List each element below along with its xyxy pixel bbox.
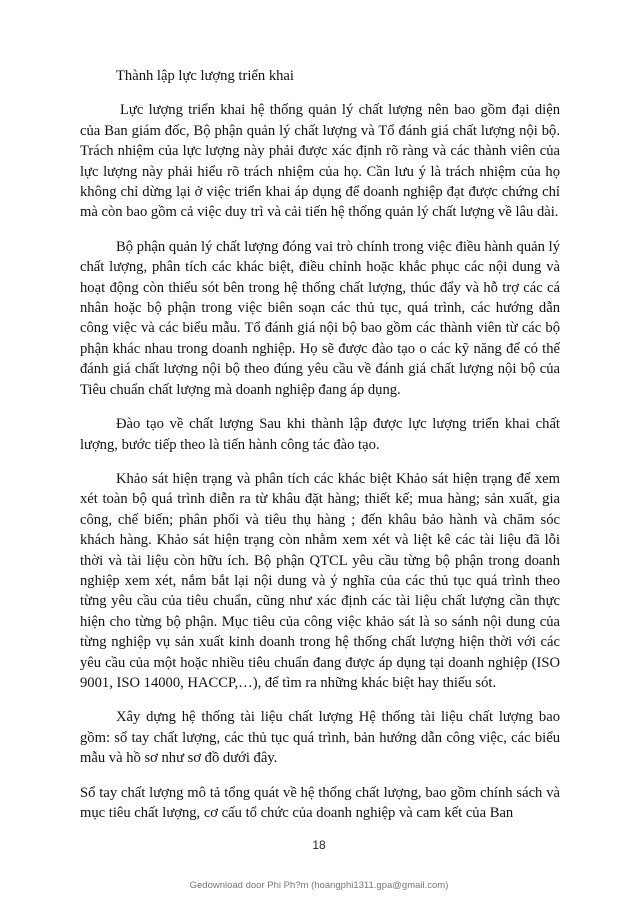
download-footer: Gedownload door Phi Ph?m (hoangphi1311.gpa@gmail.com) (189, 880, 449, 891)
paragraph: Khảo sát hiện trạng và phân tích các khác biệt Khảo sát hiện trạng để xem xét toàn bộ quá trình diễn ra từ khâu đặt hàng; thiết kế; mua hàng; sản xuất, gia công, chế biến; phân phối và tiêu thụ hàng ; đến khâu bảo hành và chăm sóc khách hàng. Khảo sát hiện trạng còn nhằm xem xét và liệt kê các tài liệu đã lỗi thời và tài liệu còn hữu ích. Bộ phận QTCL yêu cầu từng bộ phận trong doanh nghiệp xem xét, nắm bắt lại nội dung và ý nghĩa của các thủ tục quá trình theo từng yêu cầu của tiêu chuẩn, cũng như xác định các tài liệu chất lượng cần thực hiện cho từng bộ phận. Mục tiêu của công việc khảo sát là so sánh nội dung của từng nghiệp vụ sản xuất kinh doanh trong hệ thống chất lượng hiện thời với các yêu cầu của một hoặc nhiều tiêu chuẩn đang được áp dụng tại doanh nghiệp (ISO 9001, ISO 14000, HACCP,…), để tìm ra những khác biệt hay thiếu sót. (80, 470, 560, 691)
page-number: 18 (312, 838, 326, 852)
document-body (80, 66, 560, 837)
paragraph: Sổ tay chất lượng mô tả tổng quát về hệ thống chất lượng, bao gồm chính sách và mục tiêu chất lượng, cơ cấu tổ chức của doanh nghiệp và cam kết của Ban (80, 784, 560, 821)
section-heading: Thành lập lực lượng triển khai (116, 68, 294, 84)
paragraph: Bộ phận quản lý chất lượng đóng vai trò chính trong việc điều hành quản lý chất lượng, phân tích các khác biệt, điều chỉnh hoặc khắc phục các nội dung và hoạt động còn thiếu sót bên trong hệ thống chất lượng, thúc đẩy và hỗ trợ các cá nhân hoặc bộ phận trong việc biên soạn các thủ tục, quá trình, các hướng dẫn công việc và các biểu mẫu. Tổ đánh giá nội bộ bao gồm các thành viên từ các bộ phận khác nhau trong doanh nghiệp. Họ sẽ được đào tạo o các kỹ năng để có thể đánh giá chất lượng nội bộ theo đúng yêu cầu về đánh giá chất lượng nội bộ của Tiêu chuẩn chất lượng mà doanh nghiệp đang áp dụng. (80, 238, 560, 398)
paragraph: Xây dựng hệ thống tài liệu chất lượng Hệ thống tài liệu chất lượng bao gồm: sổ tay chất lượng, các thủ tục quá trình, bản hướng dẫn công việc, các biểu mẫu và hồ sơ như sơ đồ dưới đây. (80, 709, 560, 767)
paragraph: Lực lượng triển khai hệ thống quản lý chất lượng nên bao gồm đại diện của Ban giám đốc, Bộ phận quản lý chất lượng và Tổ đánh giá chất lượng nội bộ. Trách nhiệm của lực lượng này phải được xác định rõ ràng và các thành viên của lực lượng này phải hiểu rõ trách nhiệm của họ. Cần lưu ý là trách nhiệm của họ không chỉ dừng lại ở việc triển khai áp dụng để doanh nghiệp đạt được chứng chỉ mà còn bao gồm cả việc duy trì và cải tiến hệ thống quản lý chất lượng về lâu dài. (80, 102, 560, 221)
paragraph: Đào tạo về chất lượng Sau khi thành lập được lực lượng triển khai chất lượng, bước tiếp theo là tiến hành công tác đào tạo. (80, 416, 560, 453)
